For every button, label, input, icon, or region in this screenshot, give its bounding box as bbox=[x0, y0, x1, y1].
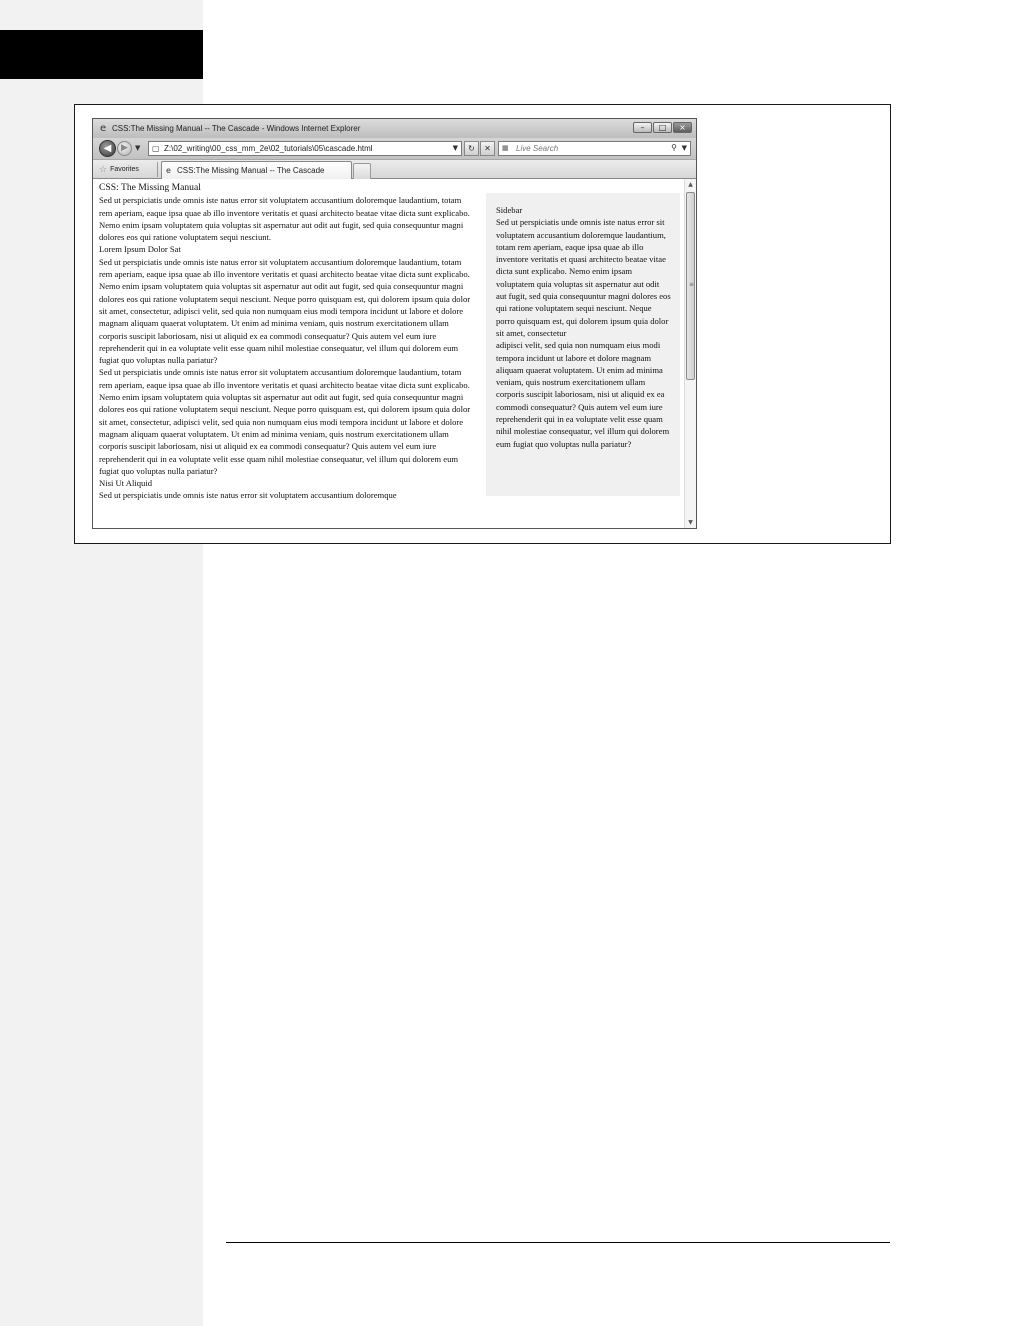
page-viewport bbox=[93, 179, 696, 528]
favorites-label: Favorites bbox=[110, 166, 139, 173]
sidebar-heading: Sidebar bbox=[496, 205, 523, 215]
scroll-up-arrow-icon[interactable]: ▲ bbox=[688, 181, 693, 188]
vertical-scrollbar[interactable] bbox=[684, 179, 696, 528]
close-button[interactable]: × bbox=[673, 122, 692, 133]
subheading: Lorem Ipsum Dolor Sat bbox=[99, 244, 181, 255]
minimize-button[interactable]: – bbox=[633, 122, 652, 133]
sidebar-paragraph: Sed ut perspiciatis unde omnis iste natus error sit voluptatem accusantium doloremque laudantium, totam rem aperiam, eaque ipsa quae ab illo inventore veritatis et quasi architecto beatae vitae dicta sunt explicabo. Nemo enim ipsam voluptatem quia voluptas sit aspernatur aut odit aut fugit, sed quia consequuntur magni dolores eos qui ratione voluptatem sequi nesciunt. Neque porro quisquam est, qui dolorem ipsum quia dolor sit amet, consectetur bbox=[496, 217, 671, 338]
back-button[interactable] bbox=[99, 140, 116, 157]
tab-cascade[interactable] bbox=[161, 161, 352, 179]
window-controls bbox=[633, 122, 692, 133]
ie-page-icon: e bbox=[166, 166, 171, 175]
sidebar-paragraph: adipisci velit, sed quia non numquam eius modi tempora incidunt ut labore et dolore magnam aliquam quaerat voluptatem. Ut enim ad minima veniam, quis nostrum exercitationem ullam corporis suscipit laboriosam, nisi ut aliquid ex ea commodi consequatur? Quis autem vel eum iure reprehenderit qui in ea voluptate velit esse quam nihil molestiae consequatur, vel illum qui dolorem eum fugiat quo voluptas nulla pariatur? bbox=[496, 340, 670, 449]
history-dropdown-button[interactable]: ▼ bbox=[135, 144, 141, 152]
search-input[interactable]: Live Search bbox=[516, 144, 559, 153]
navigation-bar bbox=[93, 138, 696, 159]
search-options-button[interactable]: ▼ bbox=[681, 144, 687, 152]
tab-title: CSS:The Missing Manual -- The Cascade bbox=[177, 166, 325, 175]
sidebar bbox=[486, 193, 680, 496]
chapter-tab bbox=[0, 30, 203, 79]
page-icon: ▢ bbox=[152, 144, 160, 153]
favorites-button[interactable] bbox=[99, 163, 139, 176]
forward-arrow-icon: ▶ bbox=[121, 143, 128, 153]
refresh-button[interactable]: ↻ bbox=[464, 141, 479, 156]
address-dropdown-button[interactable]: ▼ bbox=[452, 144, 458, 152]
page-heading: CSS: The Missing Manual bbox=[99, 182, 201, 193]
forward-button[interactable] bbox=[117, 141, 132, 156]
address-bar[interactable] bbox=[148, 141, 462, 156]
stop-button[interactable]: ✕ bbox=[480, 141, 495, 156]
title-bar bbox=[93, 119, 696, 138]
tab-separator bbox=[157, 162, 158, 177]
main-content bbox=[99, 182, 473, 502]
footer-rule bbox=[226, 1242, 890, 1243]
subheading: Nisi Ut Aliquid bbox=[99, 478, 153, 489]
address-url[interactable]: Z:\02_writing\00_css_mm_2e\02_tutorials\05\cascade.html bbox=[164, 144, 373, 153]
scroll-down-arrow-icon[interactable]: ▼ bbox=[688, 519, 693, 526]
window-title: CSS:The Missing Manual -- The Cascade - Windows Internet Explorer bbox=[112, 124, 361, 133]
paragraph: Sed ut perspiciatis unde omnis iste natus error sit voluptatem accusantium doloremque bbox=[99, 490, 397, 501]
grip-icon: ≡ bbox=[689, 281, 695, 288]
search-box[interactable] bbox=[498, 141, 691, 156]
ie-logo-icon: e bbox=[100, 123, 107, 134]
search-provider-icon: ▦ bbox=[502, 144, 509, 152]
maximize-button[interactable]: □ bbox=[653, 122, 672, 133]
back-arrow-icon: ◀ bbox=[103, 143, 112, 154]
scroll-thumb[interactable] bbox=[686, 192, 695, 380]
star-icon: ☆ bbox=[99, 164, 108, 175]
paragraph: Sed ut perspiciatis unde omnis iste natus error sit voluptatem accusantium doloremque laudantium, totam rem aperiam, eaque ipsa quae ab illo inventore veritatis et quasi architecto beatae vitae dicta sunt explicabo. Nemo enim ipsam voluptatem quia voluptas sit aspernatur aut odit aut fugit, sed quia consequuntur magni dolores eos qui ratione voluptatem sequi nesciunt. Neque porro quisquam est, qui dolorem ipsum quia dolor sit amet, consectetur, adipisci velit, sed quia non numquam eius modi tempora incidunt ut labore et dolore magnam aliquam quaerat voluptatem. Ut enim ad minima veniam, quis nostrum exercitationem ullam corporis suscipit laboriosam, nisi ut aliquid ex ea commodi consequatur? Quis autem vel eum iure reprehenderit qui in ea voluptate velit esse quam nihil molestiae consequatur, vel illum qui dolorem eum fugiat quo voluptas nulla pariatur? bbox=[99, 367, 471, 476]
paragraph: Sed ut perspiciatis unde omnis iste natus error sit voluptatem accusantium doloremque laudantium, totam rem aperiam, eaque ipsa quae ab illo inventore veritatis et quasi architecto beatae vitae dicta sunt explicabo. Nemo enim ipsam voluptatem quia voluptas sit aspernatur aut odit aut fugit, sed quia consequuntur magni dolores eos qui ratione voluptatem sequi nesciunt. Neque porro quisquam est, qui dolorem ipsum quia dolor sit amet, consectetur, adipisci velit, sed quia non numquam eius modi tempora incidunt ut labore et dolore magnam aliquam quaerat voluptatem. Ut enim ad minima veniam, quis nostrum exercitationem ullam corporis suscipit laboriosam, nisi ut aliquid ex ea commodi consequatur? Quis autem vel eum iure reprehenderit qui in ea voluptate velit esse quam nihil molestiae consequatur, vel illum qui dolorem eum fugiat quo voluptas nulla pariatur? bbox=[99, 256, 471, 366]
magnifier-icon[interactable]: ⚲ bbox=[671, 143, 677, 152]
tab-bar bbox=[93, 159, 696, 179]
new-tab-button[interactable] bbox=[353, 163, 371, 179]
browser-window bbox=[92, 118, 697, 529]
paragraph: Sed ut perspiciatis unde omnis iste natus error sit voluptatem accusantium doloremque laudantium, totam rem aperiam, eaque ipsa quae ab illo inventore veritatis et quasi architecto beatae vitae dicta sunt explicabo. Nemo enim ipsam voluptatem quia voluptas sit aspernatur aut odit aut fugit, sed quia consequuntur magni dolores eos qui ratione voluptatem sequi nesciunt. bbox=[99, 195, 470, 243]
